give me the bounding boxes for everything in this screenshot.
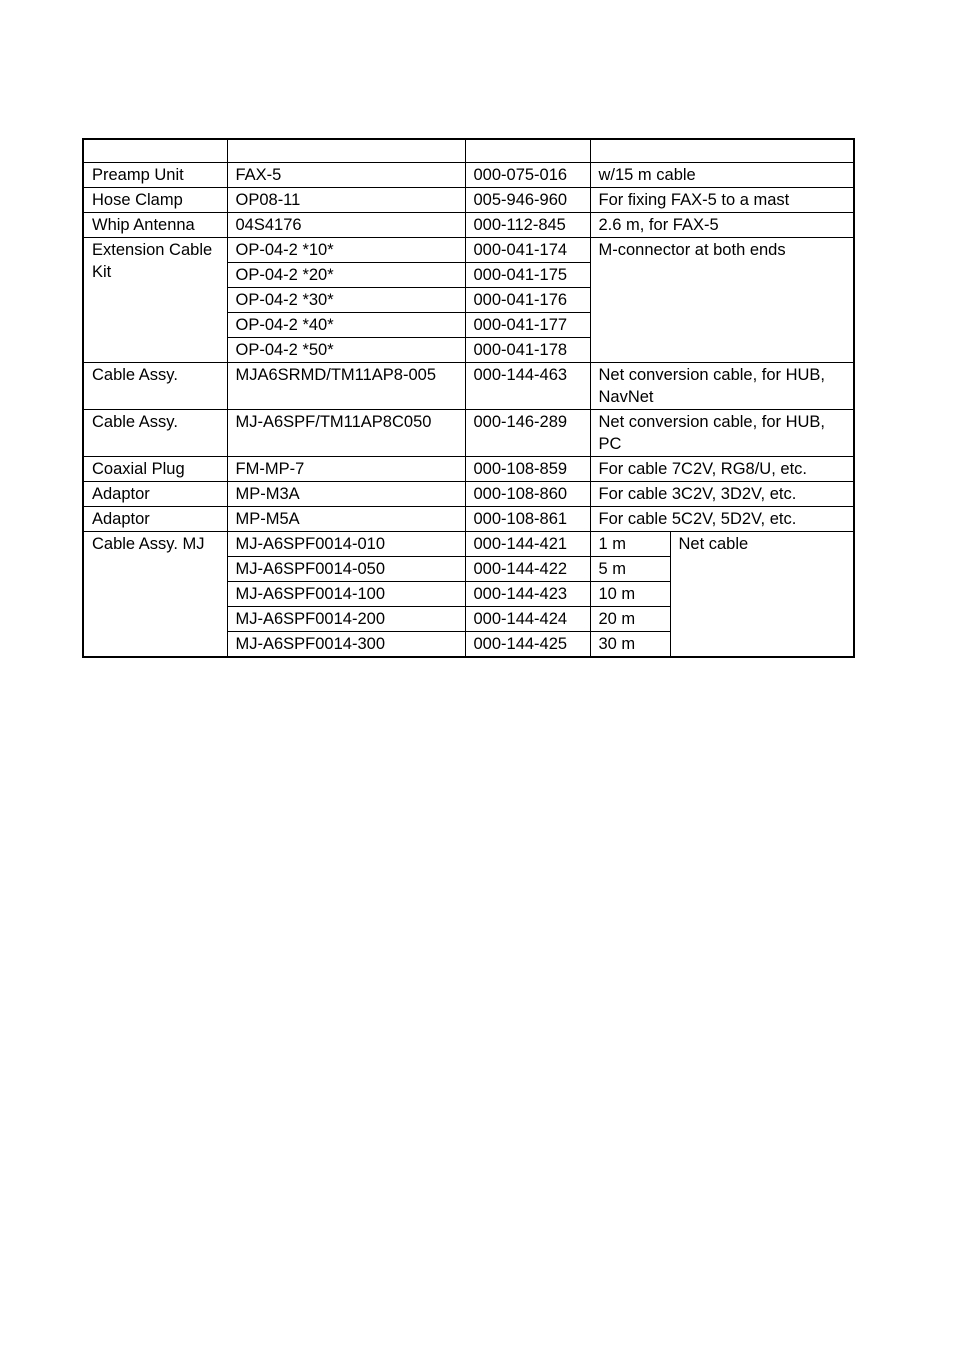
cell-code: 000-108-861 [465,507,590,532]
cell-code: 000-108-860 [465,482,590,507]
table-row [83,238,854,263]
cell-remarks: For cable 3C2V, 3D2V, etc. [590,482,854,507]
table-row [83,532,854,557]
cell-length: 5 m [590,557,670,582]
cell-code: 000-144-421 [465,532,590,557]
table-row [83,163,854,188]
cell-name: Adaptor [83,507,227,532]
cell-name: Whip Antenna [83,213,227,238]
cell-length: 10 m [590,582,670,607]
cell-type: OP-04-2 *20* [227,263,465,288]
table-row [83,363,854,410]
cell-code: 000-144-463 [465,363,590,410]
cell-code: 000-041-176 [465,288,590,313]
cell-code: 000-075-016 [465,163,590,188]
cell-type: OP08-11 [227,188,465,213]
cell-type: MP-M3A [227,482,465,507]
cell-code: 000-144-424 [465,607,590,632]
cell-remarks: 2.6 m, for FAX-5 [590,213,854,238]
table-row [83,507,854,532]
table-row [83,188,854,213]
cell-type: MJ-A6SPF0014-010 [227,532,465,557]
cell-name: Cable Assy. [83,410,227,457]
cell-code: 000-041-178 [465,338,590,363]
cell-code: 000-144-422 [465,557,590,582]
cell-code: 000-146-289 [465,410,590,457]
cell-type: OP-04-2 *50* [227,338,465,363]
table-header-row [83,139,854,163]
table-row [83,482,854,507]
cell-remarks: For cable 5C2V, 5D2V, etc. [590,507,854,532]
cell-code: 000-041-174 [465,238,590,263]
cell-type: FM-MP-7 [227,457,465,482]
header-type [227,139,465,163]
cell-code: 000-041-177 [465,313,590,338]
table-row [83,213,854,238]
cell-type: OP-04-2 *30* [227,288,465,313]
cell-code: 000-108-859 [465,457,590,482]
table-row [83,410,854,457]
cell-name: Adaptor [83,482,227,507]
header-name [83,139,227,163]
cell-code: 000-112-845 [465,213,590,238]
cell-remarks: M-connector at both ends [590,238,854,363]
cell-type: MJ-A6SPF0014-200 [227,607,465,632]
cell-name: Coaxial Plug [83,457,227,482]
cell-type: OP-04-2 *10* [227,238,465,263]
cell-length: 1 m [590,532,670,557]
cell-remarks: For cable 7C2V, RG8/U, etc. [590,457,854,482]
cell-type: MJ-A6SPF/TM11AP8C050 [227,410,465,457]
cell-type: MJ-A6SPF0014-050 [227,557,465,582]
cell-type: MJ-A6SPF0014-100 [227,582,465,607]
cell-name: Hose Clamp [83,188,227,213]
cell-type: MJ-A6SPF0014-300 [227,632,465,658]
table-row [83,457,854,482]
cell-remarks: Net conversion cable, for HUB, PC [590,410,854,457]
cell-remarks: Net cable [670,532,854,658]
cell-code: 000-144-425 [465,632,590,658]
cell-remarks: Net conversion cable, for HUB, NavNet [590,363,854,410]
cell-code: 000-041-175 [465,263,590,288]
cell-code: 000-144-423 [465,582,590,607]
cell-type: FAX-5 [227,163,465,188]
header-code [465,139,590,163]
cell-type: OP-04-2 *40* [227,313,465,338]
cell-type: 04S4176 [227,213,465,238]
cell-name: Cable Assy. [83,363,227,410]
cell-name: Extension Cable Kit [83,238,227,363]
cell-length: 20 m [590,607,670,632]
parts-table [82,138,855,658]
cell-length: 30 m [590,632,670,658]
cell-name: Cable Assy. MJ [83,532,227,658]
header-remarks [590,139,854,163]
cell-name: Preamp Unit [83,163,227,188]
cell-remarks: w/15 m cable [590,163,854,188]
cell-type: MJA6SRMD/TM11AP8-005 [227,363,465,410]
cell-code: 005-946-960 [465,188,590,213]
cell-remarks: For fixing FAX-5 to a mast [590,188,854,213]
cell-type: MP-M5A [227,507,465,532]
